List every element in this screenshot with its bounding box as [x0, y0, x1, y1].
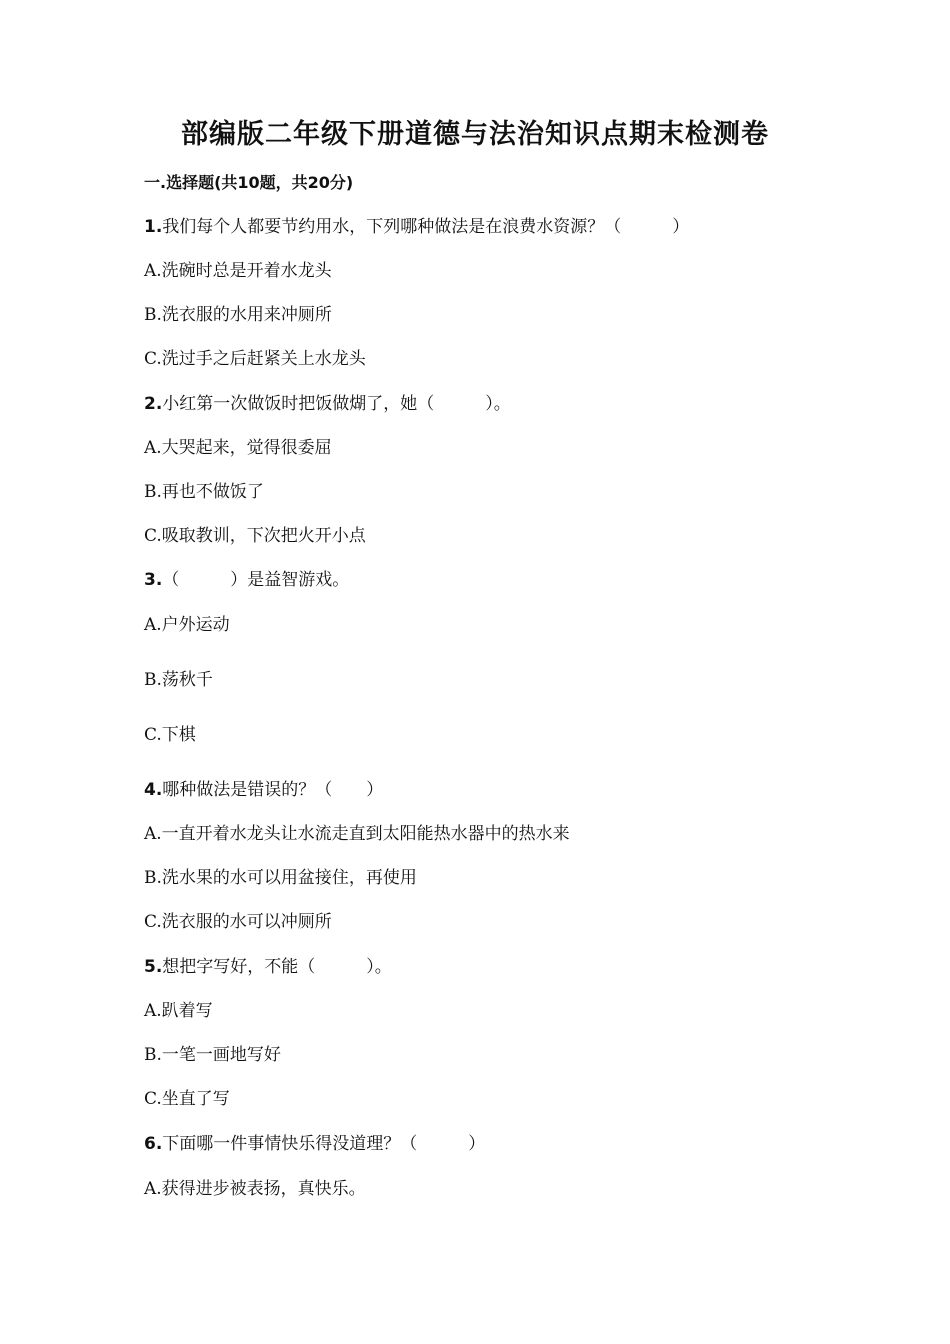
question-3 — [144, 569, 349, 591]
question-stem: 小红第一次做饭时把饭做煳了，她（ ）。 — [162, 394, 511, 414]
option-2a: A.大哭起来，觉得很委屈 — [144, 438, 332, 458]
option-3c: C.下棋 — [144, 725, 196, 745]
section-heading: 一.选择题(共10题，共20分) — [144, 173, 354, 192]
option-1b: B.洗衣服的水用来冲厕所 — [144, 305, 332, 325]
option-2c: C.吸取教训，下次把火开小点 — [144, 526, 366, 546]
option-6a: A.获得进步被表扬，真快乐。 — [144, 1179, 366, 1199]
question-stem: 我们每个人都要节约用水，下列哪种做法是在浪费水资源？（ ） — [162, 217, 690, 237]
question-number: 6. — [144, 1134, 163, 1154]
option-4a: A.一直开着水龙头让水流走直到太阳能热水器中的热水来 — [144, 824, 570, 844]
question-1 — [144, 216, 689, 238]
question-2 — [144, 393, 511, 415]
option-3a: A.户外运动 — [144, 615, 230, 635]
page-title: 部编版二年级下册道德与法治知识点期末检测卷 — [181, 119, 769, 150]
question-stem: 哪种做法是错误的？（ ） — [162, 780, 384, 800]
option-5a: A.趴着写 — [144, 1001, 213, 1021]
option-3b: B.荡秋千 — [144, 670, 213, 690]
option-5b: B.一笔一画地写好 — [144, 1045, 281, 1065]
option-5c: C.坐直了写 — [144, 1089, 230, 1109]
option-2b: B.再也不做饭了 — [144, 482, 264, 502]
question-number: 3. — [144, 570, 163, 590]
option-1c: C.洗过手之后赶紧关上水龙头 — [144, 349, 366, 369]
option-4b: B.洗水果的水可以用盆接住，再使用 — [144, 868, 417, 888]
question-stem: 想把字写好，不能（ ）。 — [162, 957, 392, 977]
question-number: 2. — [144, 394, 163, 414]
option-4c: C.洗衣服的水可以冲厕所 — [144, 912, 332, 932]
question-stem: （ ）是益智游戏。 — [162, 570, 350, 590]
question-stem: 下面哪一件事情快乐得没道理？（ ） — [162, 1134, 486, 1154]
question-5 — [144, 956, 392, 978]
question-number: 5. — [144, 957, 163, 977]
question-number: 4. — [144, 780, 163, 800]
question-6 — [144, 1133, 485, 1155]
option-1a: A.洗碗时总是开着水龙头 — [144, 261, 332, 281]
question-number: 1. — [144, 217, 163, 237]
question-4 — [144, 779, 383, 801]
